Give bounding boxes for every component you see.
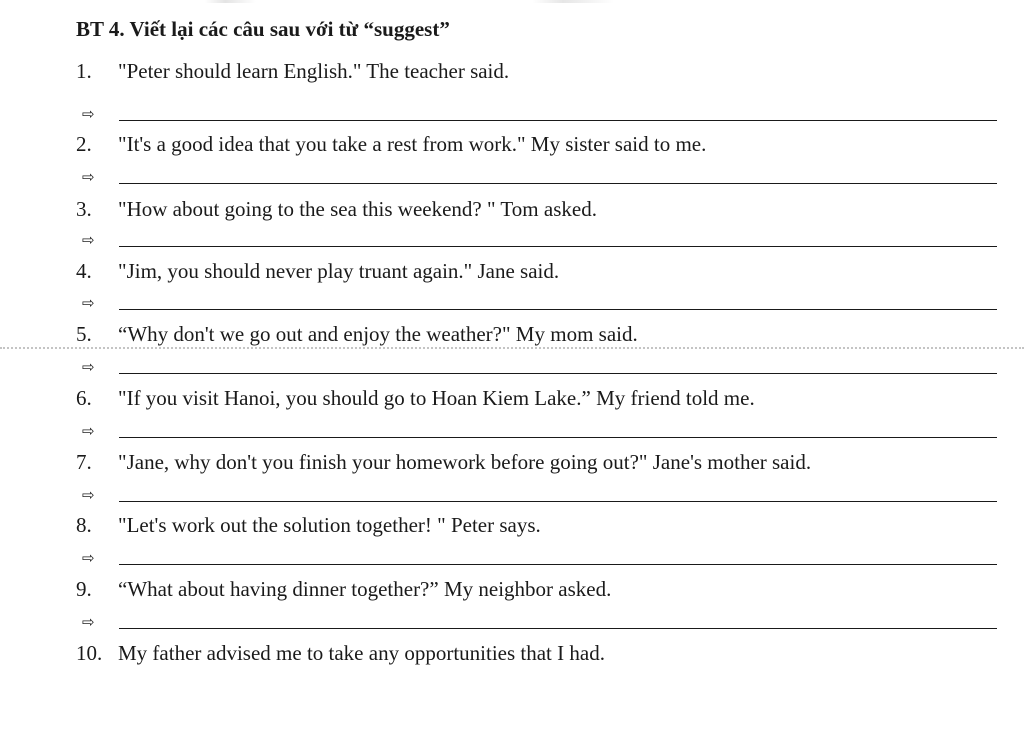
right-outline-arrow-icon: ⇨: [82, 105, 95, 123]
question-text: “Why don't we go out and enjoy the weather?" My mom said.: [118, 322, 638, 346]
answer-row: [0, 167, 1024, 191]
right-outline-arrow-icon: ⇨: [82, 549, 95, 567]
right-outline-arrow-icon: ⇨: [82, 613, 95, 631]
answer-row: [0, 357, 1024, 381]
question-text: "It's a good idea that you take a rest from work." My sister said to me.: [118, 132, 707, 156]
question-text: "How about going to the sea this weekend? " Tom asked.: [118, 197, 597, 221]
question-item: [0, 57, 1024, 85]
question-text: "If you visit Hanoi, you should go to Hoan Kiem Lake.” My friend told me.: [118, 386, 755, 410]
question-item: [0, 639, 1024, 667]
answer-blank-line[interactable]: [119, 628, 997, 629]
question-number: 9.: [76, 577, 92, 601]
answer-blank-line[interactable]: [119, 501, 997, 502]
question-item: [0, 257, 1024, 285]
answer-row: [0, 293, 1024, 317]
answer-blank-line[interactable]: [119, 373, 997, 374]
right-outline-arrow-icon: ⇨: [82, 358, 95, 376]
question-number: 7.: [76, 450, 92, 474]
right-outline-arrow-icon: ⇨: [82, 422, 95, 440]
answer-blank-line[interactable]: [119, 183, 997, 184]
answer-blank-line[interactable]: [119, 309, 997, 310]
answer-blank-line[interactable]: [119, 120, 997, 121]
question-item: [0, 511, 1024, 539]
question-number: 3.: [76, 197, 92, 221]
question-text: "Let's work out the solution together! " Peter says.: [118, 513, 541, 537]
question-number: 4.: [76, 259, 92, 283]
question-number: 1.: [76, 59, 92, 83]
answer-row: [0, 421, 1024, 445]
page-fold-divider: [0, 347, 1024, 349]
right-outline-arrow-icon: ⇨: [82, 168, 95, 186]
question-item: [0, 384, 1024, 412]
answer-row: [0, 104, 1024, 128]
answer-row: [0, 485, 1024, 509]
question-number: 8.: [76, 513, 92, 537]
top-scan-edge: [0, 0, 1024, 3]
right-outline-arrow-icon: ⇨: [82, 294, 95, 312]
question-item: [0, 448, 1024, 476]
question-number: 6.: [76, 386, 92, 410]
question-text: “What about having dinner together?” My neighbor asked.: [118, 577, 612, 601]
question-text: "Jim, you should never play truant again." Jane said.: [118, 259, 560, 283]
question-text: "Peter should learn English." The teacher said.: [118, 59, 510, 83]
question-item: [0, 130, 1024, 158]
question-text: My father advised me to take any opportunities that I had.: [118, 641, 605, 665]
question-text: "Jane, why don't you finish your homework before going out?" Jane's mother said.: [118, 450, 812, 474]
answer-blank-line[interactable]: [119, 564, 997, 565]
question-number: 2.: [76, 132, 92, 156]
right-outline-arrow-icon: ⇨: [82, 486, 95, 504]
answer-row: [0, 612, 1024, 636]
question-number: 10.: [76, 641, 103, 665]
question-item: [0, 320, 1024, 348]
answer-blank-line[interactable]: [119, 437, 997, 438]
question-item: [0, 575, 1024, 603]
right-outline-arrow-icon: ⇨: [82, 231, 95, 249]
question-number: 5.: [76, 322, 92, 346]
question-item: [0, 195, 1024, 223]
exercise-title: BT 4. Viết lại các câu sau với từ “suggest”: [76, 17, 450, 41]
answer-row: [0, 230, 1024, 254]
answer-row: [0, 548, 1024, 572]
answer-blank-line[interactable]: [119, 246, 997, 247]
